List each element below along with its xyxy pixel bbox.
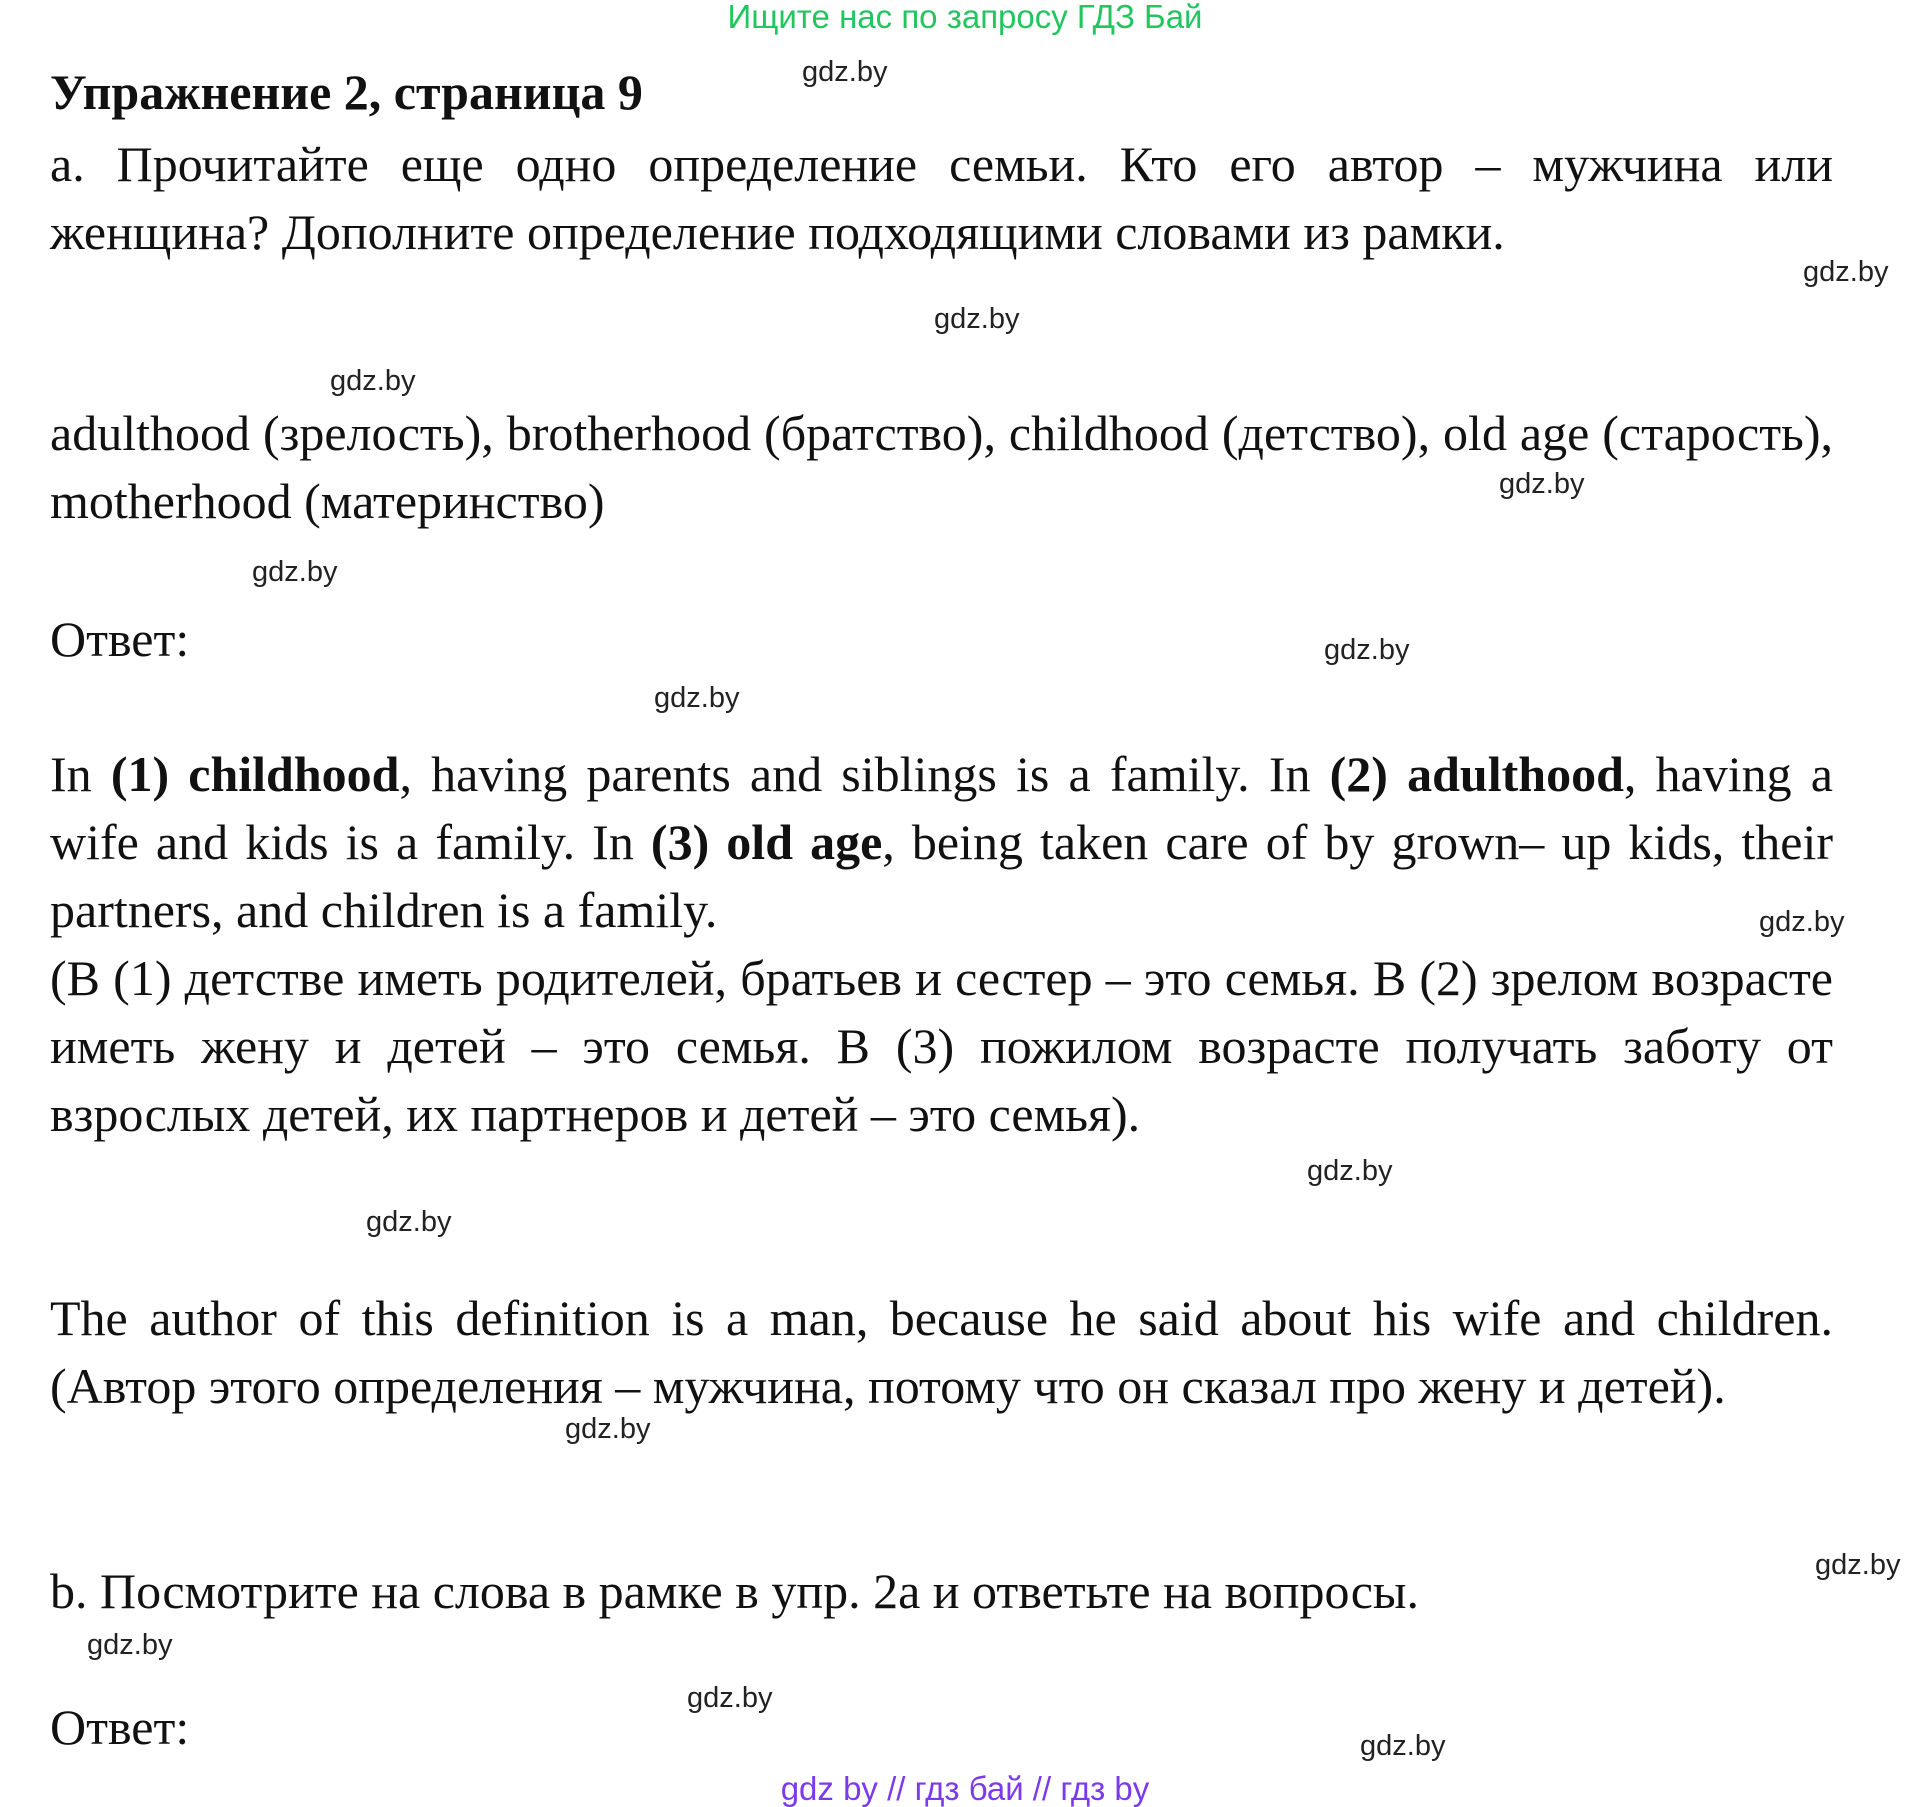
- word-box-text: adulthood (зрелость), brotherhood (братство), childhood (детство), old age (старость), motherhood (материнство): [50, 405, 1833, 529]
- watermark: gdz.by: [1307, 1155, 1393, 1187]
- footer-banner: gdz by // гдз бай // гдз by: [780, 1770, 1150, 1807]
- watermark: gdz.by: [330, 365, 416, 397]
- answer-russian-text: (В (1) детстве иметь родителей, братьев и сестер – это семья. В (2) зрелом возрасте иметь жену и детей – это семья. В (3) пожилом возрасте получать заботу от взрослых детей, их партнеров и детей – это семья).: [50, 950, 1833, 1142]
- answer-english-text: [50, 740, 1833, 944]
- answer-label-2: Ответ:: [50, 1699, 190, 1755]
- answer-text-part: , being taken care of by grown– up kids, their partners, and children is a family.: [50, 814, 1833, 938]
- watermark: gdz.by: [565, 1413, 651, 1445]
- answer-text-part: , having a wife and kids is a family. In: [50, 746, 1833, 870]
- watermark: gdz.by: [1324, 634, 1410, 666]
- watermark: gdz.by: [366, 1206, 452, 1238]
- watermark: gdz.by: [252, 556, 338, 588]
- answer-text-part: In: [50, 746, 111, 802]
- answer-blank-2: (2) adulthood: [1329, 746, 1624, 802]
- watermark: gdz.by: [1759, 906, 1845, 938]
- answer-blank-1: (1) childhood: [110, 746, 400, 802]
- author-answer-text: The author of this definition is a man, because he said about his wife and children. (Автор этого определения – мужчина, потому что он сказал про жену и детей).: [50, 1290, 1833, 1414]
- task-b-text: b. Посмотрите на слова в рамке в упр. 2a и ответьте на вопросы.: [50, 1563, 1420, 1619]
- answer-text-part: , having parents and siblings is a family. In: [399, 746, 1330, 802]
- answer-label-1: Ответ:: [50, 611, 190, 667]
- watermark: gdz.by: [1360, 1730, 1446, 1762]
- watermark: gdz.by: [1803, 256, 1889, 288]
- watermark: gdz.by: [1499, 468, 1585, 500]
- top-banner: Ищите нас по запросу ГДЗ Бай: [727, 0, 1203, 35]
- watermark: gdz.by: [654, 682, 740, 714]
- task-a-text: a. Прочитайте еще одно определение семьи. Кто его автор – мужчина или женщина? Дополните определение подходящими словами из рамки.: [50, 136, 1833, 260]
- watermark: gdz.by: [1815, 1549, 1901, 1581]
- page-title: Упражнение 2, страница 9: [50, 64, 643, 120]
- watermark: gdz.by: [87, 1629, 173, 1661]
- watermark: gdz.by: [802, 56, 888, 88]
- watermark: gdz.by: [934, 303, 1020, 335]
- watermark: gdz.by: [687, 1682, 773, 1714]
- answer-blank-3: (3) old age: [650, 814, 883, 870]
